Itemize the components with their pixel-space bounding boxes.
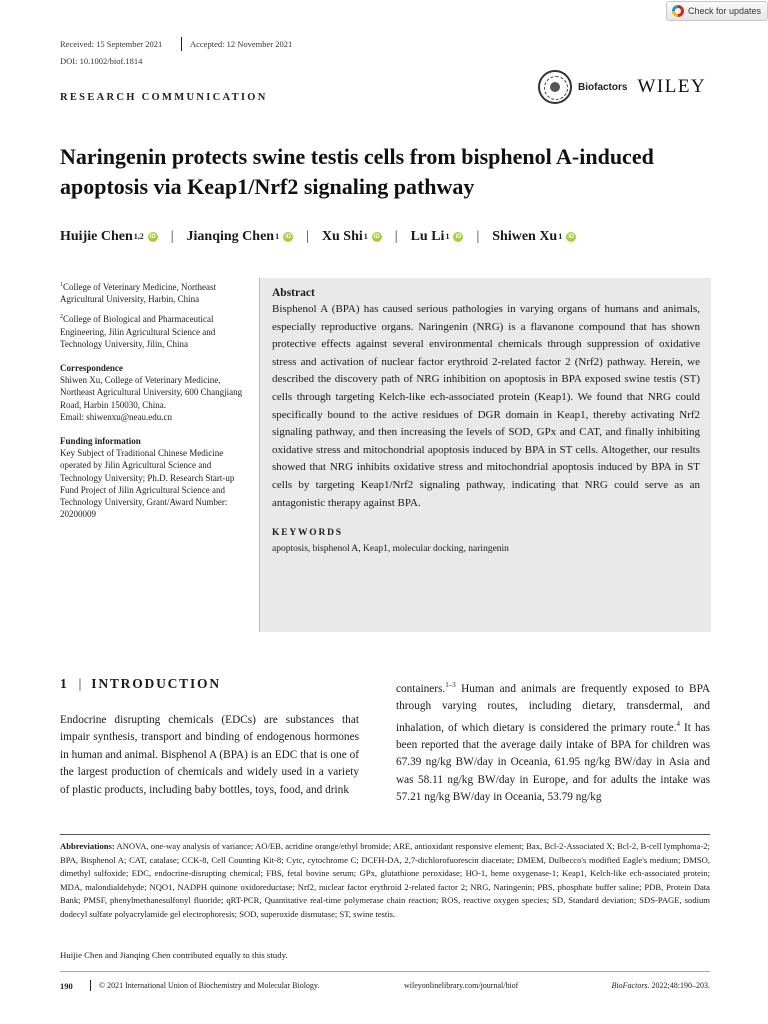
- footnote-divider: [60, 834, 710, 835]
- author-affil: 1: [363, 231, 368, 241]
- accepted-date: Accepted: 12 November 2021: [190, 39, 293, 49]
- funding-text: Key Subject of Traditional Chinese Medicine operated by Jilin Agricultural Science and Technology University; Ph.D. Research Start-up Fund Project of Jilin Agricultural Science and Technology University, Grant/Award Number: 20200009: [60, 448, 235, 520]
- orcid-icon[interactable]: iD: [568, 234, 575, 240]
- footer-bar: [90, 980, 91, 991]
- author-name: Jianqing Chen: [186, 229, 275, 244]
- author-affil: 1: [445, 231, 450, 241]
- journal-logo: Biofactors: [578, 81, 628, 93]
- author-name: Xu Shi: [321, 229, 363, 244]
- abstract-heading: Abstract: [272, 287, 315, 299]
- author-affil: 1: [558, 231, 563, 241]
- check-for-updates-button[interactable]: [666, 1, 768, 21]
- body-text-right: containers.$^{1-3}$ Human and animals are frequently exposed to BPA through varying routes, including dietary, transdermal, and inhalation, of which dietary is considered the primary route.$^4$ It has been reported that the average daily intake of BPA for children was 67.39 ng/kg BW/day in Oceania, 61.95 ng/kg BW/day in Asia and was 58.11 ng/kg BW/day in Europe, and for adults the intake was 57.21 ng/kg BW/day in Oceania, 53.79 ng/kg: [396, 681, 711, 803]
- section-separator: |: [78, 676, 82, 691]
- section-heading: [60, 676, 221, 692]
- check-for-updates-label: Check for updates: [688, 6, 762, 16]
- equal-contribution-note: Huijie Chen and Jianqing Chen contributed equally to this study.: [60, 950, 288, 960]
- author[interactable]: [60, 229, 158, 245]
- author-separator: |: [306, 229, 309, 244]
- author-separator: |: [476, 229, 480, 244]
- citation: BioFactors. 2022;48:190–203.: [611, 981, 710, 990]
- body-text-left: Endocrine disrupting chemicals (EDCs) are substances that impair synthesis, transport and binding of endogenous hormones in human and animal. Bisphenol A (BPA) is an EDC that is one of the largest production of chemicals and widely used in a variety of plastic products, including baby bottles, toys, food, and drink: [60, 714, 359, 796]
- abstract-box: [259, 278, 711, 632]
- orcid-icon[interactable]: iD: [149, 234, 156, 240]
- affiliation: $^2$College of Biological and Pharmaceutical Engineering, Jilin Agricultural Science and Technology University, Jilin, China: [60, 314, 216, 349]
- author[interactable]: [322, 229, 382, 245]
- footer-divider: [60, 971, 710, 972]
- article-title: Naringenin protects swine testis cells from bisphenol A-induced apoptosis via Keap1/Nrf2 signaling pathway: [60, 144, 654, 199]
- orcid-icon[interactable]: iD: [285, 234, 292, 240]
- author-name: Huijie Chen: [60, 229, 133, 244]
- orcid-icon[interactable]: iD: [455, 234, 462, 240]
- orcid-icon[interactable]: iD: [373, 234, 380, 240]
- author[interactable]: [187, 229, 294, 245]
- author-separator: |: [394, 229, 398, 244]
- crossmark-icon: [672, 5, 684, 17]
- received-date: Received: 15 September 2021: [60, 39, 163, 49]
- author-affil: 1,2: [133, 231, 144, 241]
- page-footer: [60, 980, 710, 991]
- author-affil: 1: [275, 231, 280, 241]
- funding-heading: Funding information: [60, 436, 141, 447]
- abbreviations: Abbreviations: ANOVA, one-way analysis of variance; AO/EB, acridine orange/ethyl bromide; ARE, antioxidant responsive element; Bax, Bcl-2-Associated X; Bcl-2, B-cell lymphoma-2; BPA, Bisphenol A; CAT, catalase; CCK-8, Cell Counting Kit-8; Cytc, cytochrome C; DCFH-DA, 2,7-dichlorofuorescin diacetate; DMEM, Dulbecco's modified Eagle's medium; DMSO, dimethyl sulfoxide; EDC, endocrine-disrupting chemical; FBS, fetal bovine serum; GPx, glutathione peroxidase; HO-1, heme oxygenase-1; Keap1, Kelch-like ech-associated protein; MDA, malondialdehyde; NQO1, NADPH quinone oxidoreductase; Nrf2, nuclear factor erythroid 2-related factor 2; NRG, Naringenin; PBS, phosphate buffer saline; PDB, Protein Data Bank; PMSF, phenylmethanesulfonyl fluoride; qRT-PCR, Quantitative real-time polymerase chain reaction; ROS, reactive oxygen species; SD, Standard deviation; SDS-PAGE, sodium dodecyl sulfate polyacrylamide gel electrophoresis; SOD, superoxide dismutase; ST, swine testis.: [60, 841, 710, 919]
- section-title: INTRODUCTION: [91, 676, 221, 691]
- citation-ref[interactable]: 1–3: [445, 681, 456, 689]
- correspondence-heading: Correspondence: [60, 363, 123, 374]
- publisher-logo: WILEY: [637, 76, 707, 97]
- author-separator: |: [170, 229, 174, 244]
- author-list: [60, 229, 576, 245]
- citation-ref[interactable]: 4: [676, 719, 681, 728]
- affiliation: $^1$College of Veterinary Medicine, Northeast Agricultural University, Harbin, China: [60, 282, 217, 305]
- society-seal-icon: [538, 70, 572, 104]
- author-name: Shiwen Xu: [492, 229, 558, 244]
- author[interactable]: [411, 229, 464, 245]
- doi[interactable]: DOI: 10.1002/biof.1814: [60, 56, 143, 66]
- correspondence-email[interactable]: Email: shiwenxu@neau.edu.cn: [60, 411, 173, 422]
- author[interactable]: [492, 229, 576, 245]
- page-number: 190: [60, 980, 73, 991]
- author-name: Lu Li: [410, 229, 445, 244]
- publisher-logos: [538, 70, 706, 104]
- keywords-heading: KEYWORDS: [272, 528, 343, 539]
- section-label: RESEARCH COMMUNICATION: [60, 92, 268, 103]
- article-sidebar: [60, 279, 250, 520]
- abstract-text: Bisphenol A (BPA) has caused serious pathologies in varying organs of humans and animals, especially reproductive organs. Naringenin (NRG) is a flavanone compound that has shown protective effects against several environmental chemicals through suppression of oxidative stress and activation of nuclear factor erythroid 2-related factor 2 (Nrf2) pathway. Herein, we described the discovery path of NRG inhibition on apoptosis in BPA exposed swine testis (ST) cells through targeting Kelch-like ech-associated protein (Keap1). We found that NRG could specifically bound to the active residues of DGR domain in Keap1, thereby activating Nrf2 signaling pathway, and then increasing the levels of SOD, GPx and CAT, and finally inhibiting oxidative stress and mitochondrial apoptosis induced by BPA in ST cells. Altogether, our results showed that NRG inhibits oxidative stress and mitochondrial apoptosis induced by BPA in ST cells by targeting Keap1/Nrf2 signaling pathway, indicating that NRG could serve as an antagonistic therapy against BPA.: [272, 303, 700, 509]
- journal-url[interactable]: wileyonlinelibrary.com/journal/biof: [404, 981, 519, 990]
- section-number: 1: [60, 676, 69, 691]
- copyright: © 2021 International Union of Biochemistry and Molecular Biology.: [99, 981, 320, 990]
- keywords-list: apoptosis, bisphenol A, Keap1, molecular docking, naringenin: [272, 544, 509, 555]
- correspondence-address: Shiwen Xu, College of Veterinary Medicine, Northeast Agricultural University, 600 Changjiang Road, Harbin 150030, China.: [60, 375, 243, 410]
- header-divider: [181, 37, 182, 51]
